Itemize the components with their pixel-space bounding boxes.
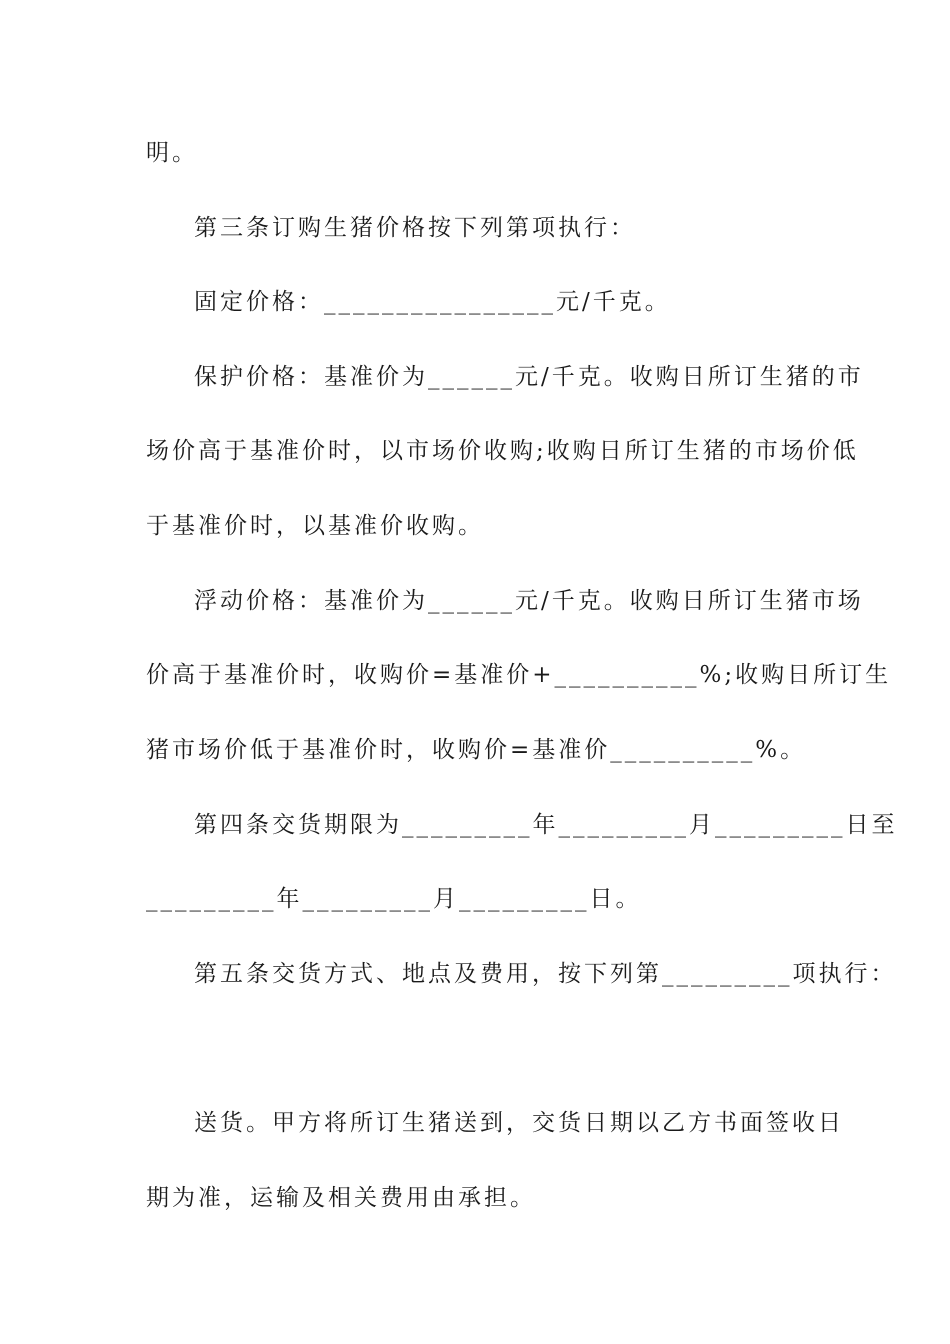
floating-price-line: 浮动价格：基准价为______元/千克。收购日所订生猪市场 bbox=[194, 588, 864, 614]
paragraph-line: 场价高于基准价时，以市场价收购;收购日所订生猪的市场价低 bbox=[146, 438, 859, 464]
article-5-line: 第五条交货方式、地点及费用，按下列第_________项执行： bbox=[194, 961, 897, 987]
paragraph-line: _________年_________月_________日。 bbox=[146, 886, 642, 912]
delivery-line: 送货。甲方将所订生猪送到，交货日期以乙方书面签收日 bbox=[194, 1110, 844, 1136]
paragraph-line: 期为准，运输及相关费用由承担。 bbox=[146, 1185, 536, 1211]
article-4-line: 第四条交货期限为_________年_________月_________日至 bbox=[194, 812, 898, 838]
paragraph-line: 明。 bbox=[146, 140, 198, 166]
fixed-price-line: 固定价格：________________元/千克。 bbox=[194, 289, 671, 315]
paragraph-line: 猪市场价低于基准价时，收购价=基准价__________%。 bbox=[146, 737, 807, 763]
article-3-heading: 第三条订购生猪价格按下列第项执行： bbox=[194, 215, 636, 241]
paragraph-line: 于基准价时，以基准价收购。 bbox=[146, 513, 484, 539]
paragraph-line: 价高于基准价时，收购价=基准价+__________%;收购日所订生 bbox=[146, 662, 892, 688]
protected-price-line: 保护价格：基准价为______元/千克。收购日所订生猪的市 bbox=[194, 364, 864, 390]
